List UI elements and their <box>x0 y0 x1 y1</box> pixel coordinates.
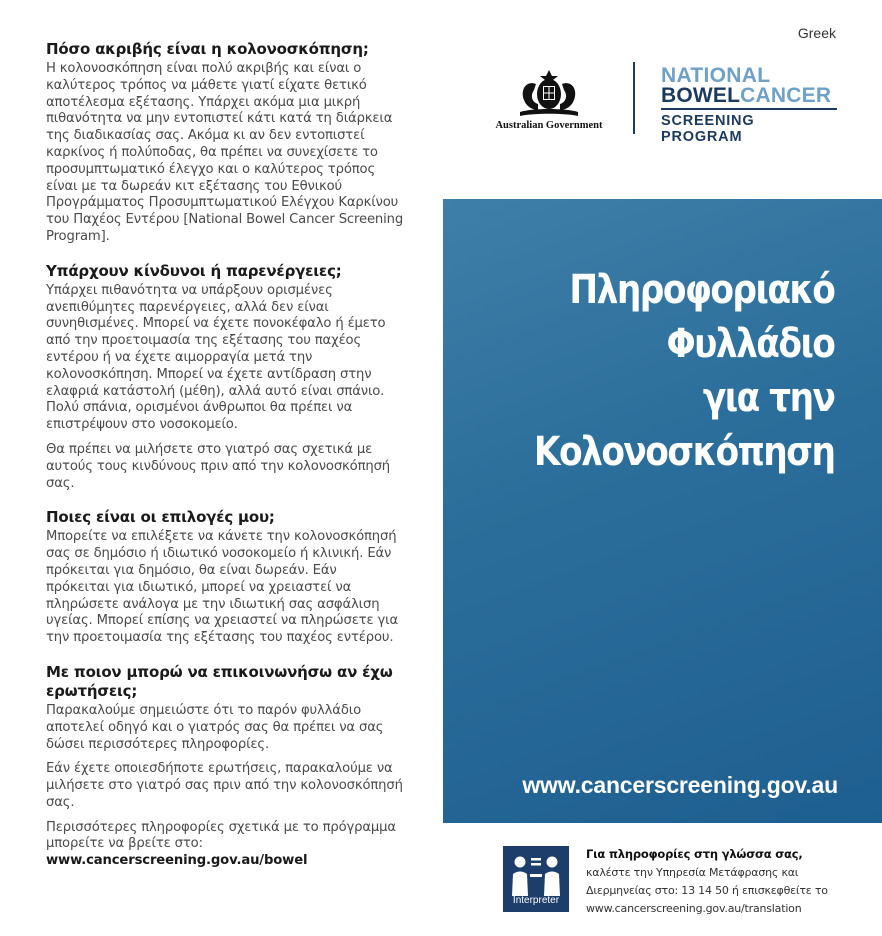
program-logo-line1: NATIONAL <box>661 64 771 87</box>
government-name: Australian Government <box>495 120 603 131</box>
interpreter-people-icon <box>503 850 569 900</box>
cover-title-line: Φυλλάδιο <box>666 321 834 367</box>
interpreter-line: καλέστε την Υπηρεσία Μετάφρασης και <box>586 866 799 879</box>
logo-divider <box>633 62 635 134</box>
section-paragraph: Θα πρέπει να μιλήσετε στο γιατρό σας σχετικά με αυτούς τους κινδύνους πριν από την κολονοσκόπησή σας. <box>46 441 391 491</box>
section-heading: Υπάρχουν κίνδυνοι ή παρενέργειες; <box>46 261 342 280</box>
section-paragraph: Μπορείτε να επιλέξετε να κάνετε την κολονοσκόπησή σας σε δημόσιο ή ιδιωτικό νοσοκομείο ή κλινική. Εάν πρόκειται για δημόσιο, θα είναι δωρεάν. Εάν πρόκειται για ιδιωτικό, μπορεί να χρειαστεί να πληρώσετε ανάλογα με την ιδιωτική σας ασφάλιση υγείας. Μπορεί επίσης να χρειαστεί να πληρώσετε για την προετοιμασία της εξέτασης του παχέος εντέρου. <box>46 529 398 646</box>
translation-link[interactable]: www.cancerscreening.gov.au/translation <box>586 902 802 915</box>
cover-title <box>534 263 834 479</box>
section-heading: Με ποιον μπορώ να επικοινωνήσω αν έχω ερωτήσεις; <box>46 662 393 700</box>
interpreter-line: Διερμηνείας στο: 13 14 50 ή επισκεφθείτε το <box>586 884 828 897</box>
program-logo-cancer: CANCER <box>740 84 832 107</box>
section-heading: Πόσο ακριβής είναι η κολονοσκόπηση; <box>46 40 369 58</box>
program-logo-line2 <box>661 85 837 106</box>
section-heading: Ποιες είναι οι επιλογές μου; <box>46 508 275 527</box>
interpreter-label: Interpreter <box>512 895 560 906</box>
section-paragraph: Υπάρχει πιθανότητα να υπάρξουν ορισμένες ανεπιθύμητες παρενέργειες, αλλά δεν είναι συνηθισμένες. Μπορεί να έχετε πονοκέφαλο ή έμετο από την προετοιμασία της εξέτασης του παχέος εντέρου ή να έχετε αιμορραγία μετά την κολονοσκόπηση. Μπορεί να έχετε αντίδραση στην ελαφριά κατάστολή (μέθη), αλλά αυτό είναι σπάνιο. Πολύ σπάνια, ορισμένοι άνθρωποι θα πρέπει να επιστρέψουν στο νοσοκομείο. <box>46 282 386 433</box>
section-paragraph: Περισσότερες πληροφορίες σχετικά με το πρόγραμμα μπορείτε να βρείτε στο: <box>46 819 396 852</box>
section-paragraph: Παρακαλούμε σημειώστε ότι το παρόν φυλλάδιο αποτελεί οδηγό και ο γιατρός σας θα πρέπει να σας δώσει περισσότερες πληροφορίες. <box>46 702 384 752</box>
program-logo <box>661 66 837 145</box>
logo-row <box>480 58 836 145</box>
language-label: Greek <box>797 25 836 41</box>
cover-title-line: για την <box>702 375 834 421</box>
interpreter-logo <box>503 846 569 912</box>
cover-title-line: Πληροφοριακό <box>568 267 834 313</box>
bowel-info-link[interactable]: www.cancerscreening.gov.au/bowel <box>46 853 308 869</box>
section-options <box>46 508 404 647</box>
section-paragraph: Εάν έχετε οποιεσδήποτε ερωτήσεις, παρακαλούμε να μιλήσετε στο γιατρό σας πριν από την κολονοσκόπησή σας. <box>46 761 403 810</box>
left-column <box>46 40 404 886</box>
cover-title-line: Κολονοσκόπηση <box>533 429 834 475</box>
section-contact <box>46 663 404 870</box>
interpreter-heading: Για πληροφορίες στη γλώσσα σας, <box>586 847 803 861</box>
interpreter-info <box>586 846 836 918</box>
section-risks <box>46 262 404 493</box>
section-accuracy <box>46 40 404 246</box>
australian-government-logo <box>484 66 614 131</box>
program-logo-bowel: BOWEL <box>661 84 741 107</box>
section-paragraph: Η κολονοσκόπηση είναι πολύ ακριβής και είναι ο καλύτερος τρόπος να μάθετε γιατί είχατε θετικό αποτέλεσμα εξέτασης. Υπάρχει ακόμα μια μικρή πιθανότητα να μην εντοπιστεί κάτι κατά τη διάρκεια της διαδικασίας σας. Ακόμα κι αν δεν εντοπιστεί καρκίνος ή πολύποδας, θα πρέπει να συνεχίσετε το προσυμπτωματικό έλεγχο και ο καλύτερος τρόπος είναι με τα δωρεάν κιτ εξέτασης του Εθνικού Προγράμματος Προσυμπτωματικού Ελέγχου Καρκίνου του Παχέος Εντέρου [National Bowel Cancer Screening Program]. <box>46 61 404 244</box>
program-logo-line3: SCREENING PROGRAM <box>661 112 755 145</box>
cover-panel <box>443 199 882 823</box>
coat-of-arms-icon <box>512 66 586 118</box>
cover-url-link[interactable]: www.cancerscreening.gov.au <box>522 772 838 798</box>
program-logo-rule <box>661 108 837 110</box>
